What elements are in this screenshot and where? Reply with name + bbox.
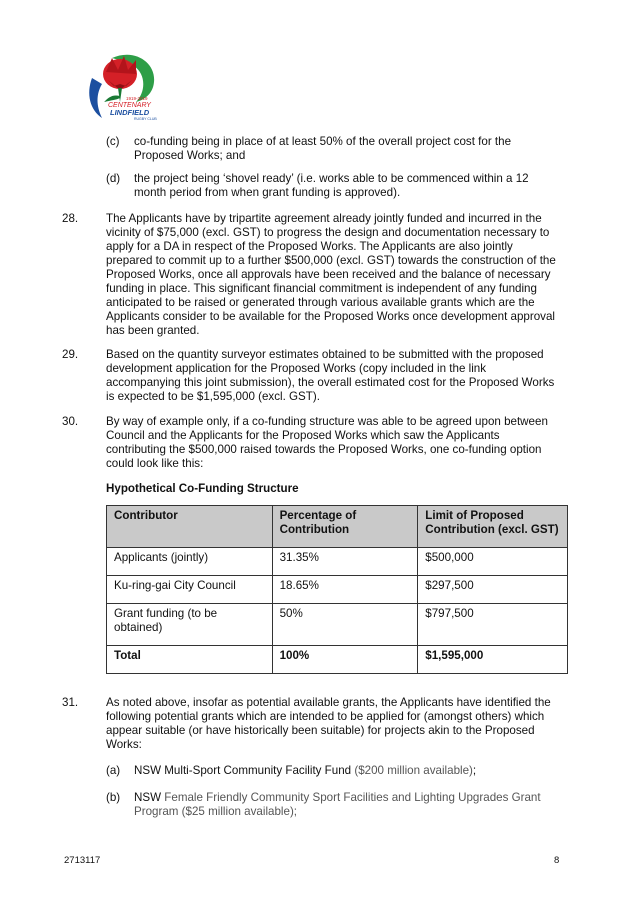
paragraph-text: As noted above, insofar as potential available grants, the Applicants have identified the following potential grants which are intended to be applied for (amongst others) which appear suitable (or have historically been suitable) for projects akin to the Proposed Works: (106, 696, 551, 751)
paragraph-text: By way of example only, if a co-funding structure was able to be agreed upon between Council and the Applicants for the Proposed Works which saw the Applicants contributing the $500,000 raised towards the Proposed Works, one co-funding option could look like this: (106, 415, 548, 470)
cell-contributor: Applicants (jointly) (107, 548, 273, 576)
cell-total-limit: $1,595,000 (418, 646, 568, 674)
item-label: (b) (106, 791, 121, 804)
grant-punct: ; (472, 764, 477, 777)
table-row (107, 604, 568, 646)
paragraph-number: 30. (62, 415, 79, 428)
paragraph-text: Based on the quantity surveyor estimates obtained to be submitted with the proposed development application for the Proposed Works (copy included in the link accompanying this joint submission), the overall estimated cost for the Proposed Works is expected to be $1,595,000 (excl. GST). (106, 348, 555, 403)
grant-amount: Female Friendly Community Sport Facilities and Lighting Upgrades Grant Program ($25 million available); (134, 791, 541, 818)
item-label: (c) (106, 135, 120, 148)
header-contributor: Contributor (107, 506, 273, 548)
cell-limit: $297,500 (418, 576, 568, 604)
cell-limit: $797,500 (418, 604, 568, 646)
grant-name: NSW Multi-Sport Community Facility Fund (134, 764, 352, 777)
cell-percentage: 31.35% (272, 548, 418, 576)
logo-centenary: CENTENARY (108, 102, 151, 109)
cell-percentage: 50% (272, 604, 418, 646)
centenary-logo (82, 44, 164, 126)
paragraph-28 (62, 212, 562, 338)
page-number: 8 (554, 855, 560, 866)
header-percentage: Percentage of Contribution (272, 506, 418, 548)
logo-blue-swoosh (89, 78, 102, 118)
grant-amount: ($200 million available) (351, 764, 473, 777)
logo-years: 1919-2019 (126, 96, 148, 101)
header-limit: Limit of Proposed Contribution (excl. GST) (418, 506, 568, 548)
list-item (106, 791, 562, 819)
table-total-row (107, 646, 568, 674)
cell-limit: $500,000 (418, 548, 568, 576)
item-label: (a) (106, 764, 121, 777)
paragraph-number: 29. (62, 348, 79, 361)
item-label: (d) (106, 172, 121, 185)
paragraph-number: 28. (62, 212, 79, 225)
logo-rugby-club: RUGBY CLUB (134, 117, 157, 121)
table-title: Hypothetical Co-Funding Structure (106, 482, 299, 495)
cell-contributor: Grant funding (to be obtained) (107, 604, 273, 646)
grant-name: NSW (134, 791, 162, 804)
document-id: 2713117 (64, 855, 101, 866)
cell-percentage: 18.65% (272, 576, 418, 604)
paragraph-31 (62, 696, 562, 752)
co-funding-table (106, 505, 568, 674)
list-item (106, 764, 562, 778)
paragraph-number: 31. (62, 696, 79, 709)
table-header-row (107, 506, 568, 548)
cell-contributor: Ku-ring-gai City Council (107, 576, 273, 604)
item-text: the project being ‘shovel ready’ (i.e. works able to be commenced within a 12 month period from when grant funding is approved). (134, 172, 529, 199)
item-text: co-funding being in place of at least 50% of the overall project cost for the Proposed Works; and (134, 135, 512, 162)
cell-total-label: Total (107, 646, 273, 674)
paragraph-29 (62, 348, 562, 404)
cell-total-percentage: 100% (272, 646, 418, 674)
list-item (106, 172, 562, 200)
logo-lindfield: LINDFIELD (110, 108, 150, 117)
paragraph-30 (62, 415, 562, 471)
table-row (107, 576, 568, 604)
list-item (106, 135, 562, 163)
table-row (107, 548, 568, 576)
paragraph-text: The Applicants have by tripartite agreement already jointly funded and incurred in the vicinity of $75,000 (excl. GST) to progress the design and documentation necessary to apply for a DA in respect of the Proposed Works. The Applicants are also jointly prepared to commit up to a further $500,000 (excl. GST) towards the construction of the Proposed Works, once all approvals have been received and the balance of necessary funding in place. This significant financial commitment is independent of any funding anticipated to be raised or generated through various available grants which are the Applicants consider to be available for the Proposed Works once development approval has been granted. (106, 212, 556, 337)
